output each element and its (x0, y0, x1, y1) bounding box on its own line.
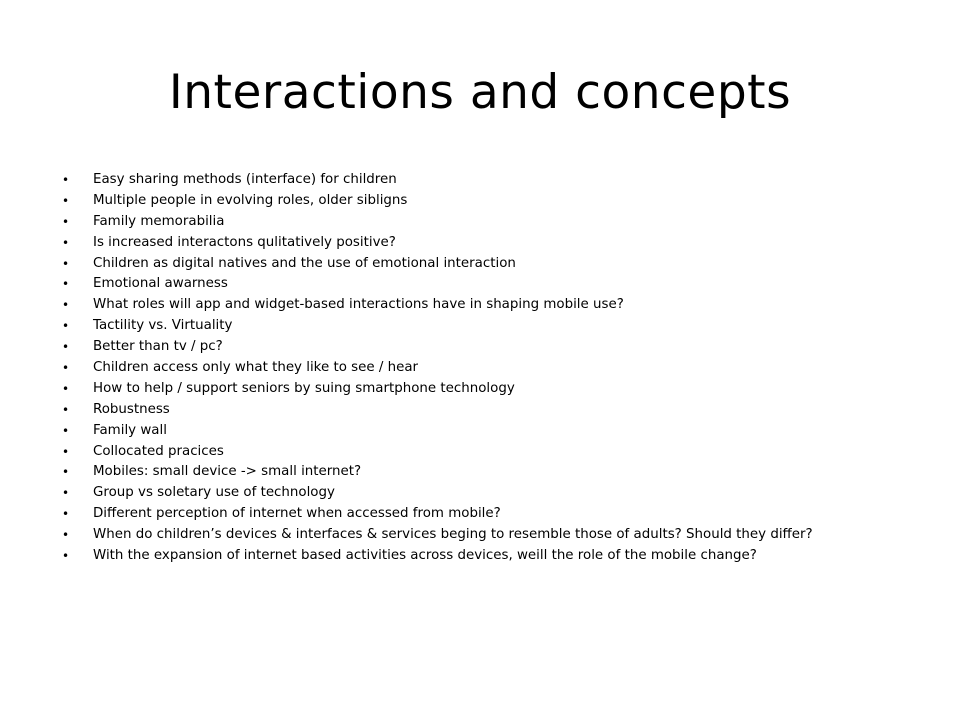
bullet-item (62, 212, 922, 233)
bullet-text: Different perception of internet when accessed from mobile? (93, 506, 501, 522)
bullet-item (62, 504, 922, 525)
bullet-dot-icon: • (62, 528, 70, 543)
bullet-dot-icon: • (62, 235, 70, 250)
bullet-item (62, 525, 922, 546)
bullet-text: Easy sharing methods (interface) for children (93, 172, 397, 187)
bullet-item (62, 546, 922, 567)
bullet-item (62, 421, 922, 442)
bullet-dot-icon: • (62, 298, 70, 313)
bullet-text: Mobiles: small device -> small internet? (93, 464, 362, 480)
bullet-text: Children access only what they like to see / hear (93, 360, 419, 376)
bullet-dot-icon: • (62, 361, 70, 376)
bullet-text: Better than tv / pc? (93, 339, 223, 355)
bullet-dot-icon: • (62, 486, 70, 501)
bullet-dot-icon: • (62, 256, 70, 271)
bullet-text: What roles will app and widget-based interactions have in shaping mobile use? (93, 297, 624, 313)
bullet-text: How to help / support seniors by suing smartphone technology (93, 380, 515, 396)
bullet-text: Collocated pracices (93, 443, 224, 459)
bullet-text: Robustness (93, 401, 170, 417)
bullet-dot-icon: • (62, 193, 70, 208)
bullet-dot-icon: • (62, 173, 70, 187)
bullet-item (62, 483, 922, 504)
bullet-item (62, 316, 922, 337)
bullet-item (62, 295, 922, 316)
bullet-text: When do children’s devices & interfaces & services beging to resemble those of adults? Should they differ? (93, 527, 813, 543)
bullet-dot-icon: • (62, 444, 70, 459)
bullet-dot-icon: • (62, 319, 70, 334)
bullet-dot-icon: • (62, 277, 70, 292)
bullet-dot-icon: • (62, 214, 70, 229)
bullet-list (62, 170, 922, 567)
bullet-text: Is increased interactons qulitatively positive? (93, 234, 396, 250)
bullet-dot-icon: • (62, 549, 70, 564)
bullet-item (62, 170, 922, 191)
bullet-item (62, 254, 922, 275)
bullet-item (62, 442, 922, 463)
bullet-dot-icon: • (62, 381, 70, 396)
bullet-item (62, 358, 922, 379)
bullet-item (62, 233, 922, 254)
bullet-text: Emotional awarness (93, 276, 228, 292)
bullet-item (62, 400, 922, 421)
bullet-text: Tactility vs. Virtuality (93, 318, 233, 334)
bullet-item (62, 462, 922, 483)
bullet-item (62, 191, 922, 212)
bullet-text: Children as digital natives and the use of emotional interaction (93, 255, 516, 271)
bullet-item (62, 274, 922, 295)
bullet-dot-icon: • (62, 340, 70, 355)
bullet-dot-icon: • (62, 465, 70, 480)
bullet-dot-icon: • (62, 423, 70, 438)
bullet-text: Group vs soletary use of technology (93, 485, 335, 501)
bullet-item (62, 337, 922, 358)
bullet-text: Multiple people in evolving roles, older sibligns (93, 192, 408, 208)
bullet-text: Family wall (93, 422, 167, 438)
bullet-dot-icon: • (62, 507, 70, 522)
bullet-text: With the expansion of internet based activities across devices, weill the role of the mobile change? (93, 548, 757, 564)
slide-title: Interactions and concepts (168, 65, 792, 120)
bullet-dot-icon: • (62, 402, 70, 417)
bullet-item (62, 379, 922, 400)
bullet-text: Family memorabilia (93, 213, 225, 229)
